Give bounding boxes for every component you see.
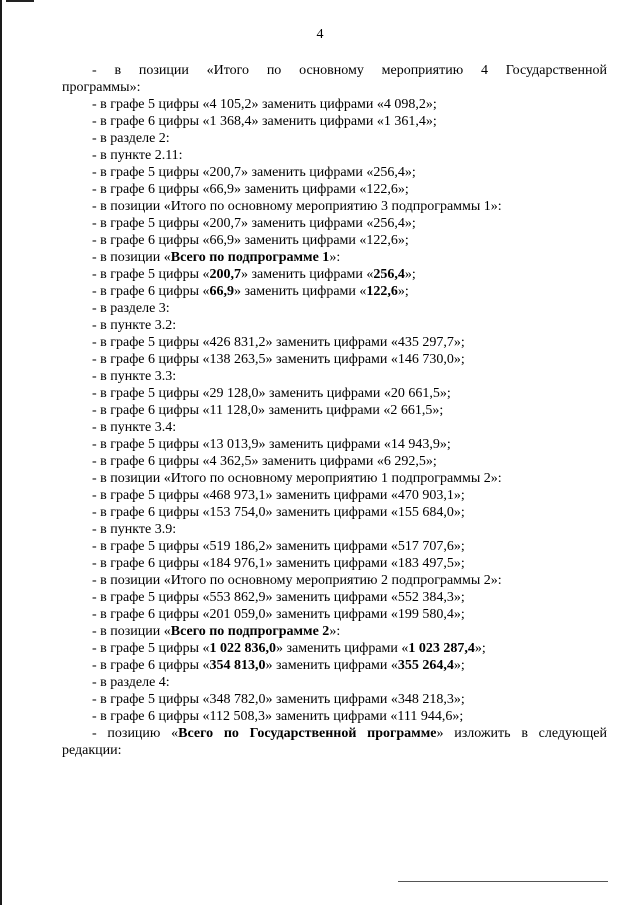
bold-text: 354 813,0 (209, 658, 266, 673)
text-segment: - в графе 6 цифры «66,9» заменить цифрами «122,6»; (92, 182, 409, 197)
text-segment: - в графе 6 цифры «153 754,0» заменить цифрами «155 684,0»; (92, 505, 465, 520)
bold-text: 66,9 (209, 284, 234, 299)
text-segment: - в графе 5 цифры «468 973,1» заменить цифрами «470 903,1»; (92, 488, 465, 503)
text-segment: - в графе 5 цифры «4 105,2» заменить цифрами «4 098,2»; (92, 97, 437, 112)
text-segment: »; (404, 267, 416, 282)
text-segment: - в графе 6 цифры «201 059,0» заменить цифрами «199 580,4»; (92, 607, 465, 622)
text-segment: »; (397, 284, 409, 299)
text-line (62, 198, 607, 215)
text-line (62, 181, 607, 198)
text-line (62, 640, 607, 657)
text-line (62, 419, 607, 436)
text-line (62, 96, 607, 113)
bold-text: 1 022 836,0 (209, 641, 276, 656)
text-line (62, 334, 607, 351)
text-segment: »; (474, 641, 486, 656)
text-segment: » заменить цифрами « (240, 267, 374, 282)
text-segment: - в позиции «Итого по основному мероприятию 2 подпрограммы 2»: (92, 573, 502, 588)
text-line (62, 589, 607, 606)
text-line (62, 300, 607, 317)
text-line (62, 470, 607, 487)
text-segment: - в графе 5 цифры «200,7» заменить цифрами «256,4»; (92, 165, 416, 180)
scan-mark-top (6, 0, 34, 2)
text-line (62, 317, 607, 334)
text-segment: - в позиции « (92, 624, 171, 639)
text-line (62, 436, 607, 453)
text-line (62, 708, 607, 725)
text-line (62, 725, 607, 742)
text-segment: - в графе 5 цифры «13 013,9» заменить цифрами «14 943,9»; (92, 437, 451, 452)
text-segment: »; (453, 658, 465, 673)
bold-text: 1 023 287,4 (408, 641, 475, 656)
text-line (62, 385, 607, 402)
text-line (62, 351, 607, 368)
text-line (62, 164, 607, 181)
text-line (62, 487, 607, 504)
text-segment: - в пункте 3.3: (92, 369, 177, 384)
text-line (62, 402, 607, 419)
text-line (62, 742, 607, 759)
text-segment: - в графе 6 цифры « (92, 658, 210, 673)
text-segment: - в графе 5 цифры «29 128,0» заменить цифрами «20 661,5»; (92, 386, 451, 401)
text-line (62, 79, 607, 96)
text-segment: - в позиции « (92, 250, 171, 265)
text-segment: - в графе 6 цифры «184 976,1» заменить цифрами «183 497,5»; (92, 556, 465, 571)
bold-text: 122,6 (366, 284, 398, 299)
text-segment: - в пункте 2.11: (92, 148, 183, 163)
text-segment: - в позиции «Итого по основному мероприятию 1 подпрограммы 2»: (92, 471, 502, 486)
text-segment: - позицию « (92, 726, 179, 741)
text-segment: - в графе 6 цифры «1 368,4» заменить цифрами «1 361,4»; (92, 114, 437, 129)
text-line (62, 283, 607, 300)
text-line (62, 572, 607, 589)
text-line (62, 538, 607, 555)
text-segment: »: (329, 624, 341, 639)
text-segment: - в пункте 3.9: (92, 522, 177, 537)
text-line (62, 266, 607, 283)
text-segment: - в разделе 4: (92, 675, 170, 690)
text-segment: - в графе 6 цифры «138 263,5» заменить цифрами «146 730,0»; (92, 352, 465, 367)
text-segment: - в позиции «Итого по основному мероприятию 4 Государственной (92, 63, 607, 78)
text-segment: » изложить в следующей (436, 726, 607, 741)
text-segment: - в пункте 3.2: (92, 318, 177, 333)
text-line (62, 215, 607, 232)
text-segment: - в графе 5 цифры «348 782,0» заменить цифрами «348 218,3»; (92, 692, 465, 707)
text-line (62, 113, 607, 130)
text-line (62, 504, 607, 521)
bold-text: 256,4 (373, 267, 405, 282)
text-line (62, 147, 607, 164)
text-segment: - в графе 6 цифры «66,9» заменить цифрами «122,6»; (92, 233, 409, 248)
text-line (62, 62, 607, 79)
text-segment: - в пункте 3.4: (92, 420, 177, 435)
text-segment: - в позиции «Итого по основному мероприятию 3 подпрограммы 1»: (92, 199, 502, 214)
text-segment: - в графе 5 цифры «426 831,2» заменить цифрами «435 297,7»; (92, 335, 465, 350)
page-number: 4 (316, 27, 324, 42)
bold-text: Всего по Государственной программе (178, 726, 437, 741)
text-segment: - в разделе 3: (92, 301, 170, 316)
text-segment: программы»: (62, 80, 141, 95)
text-segment: - в графе 5 цифры «553 862,9» заменить цифрами «552 384,3»; (92, 590, 465, 605)
text-segment: - в графе 6 цифры «11 128,0» заменить цифрами «2 661,5»; (92, 403, 444, 418)
bold-text: Всего по подпрограмме 2 (170, 624, 330, 639)
text-line (62, 606, 607, 623)
text-segment: » заменить цифрами « (265, 658, 398, 673)
text-segment: редакции: (62, 743, 122, 758)
text-line (62, 368, 607, 385)
text-segment: »: (329, 250, 341, 265)
text-line (62, 674, 607, 691)
text-line (62, 691, 607, 708)
text-segment: - в графе 5 цифры «200,7» заменить цифрами «256,4»; (92, 216, 416, 231)
text-line (62, 555, 607, 572)
text-segment: - в графе 6 цифры «4 362,5» заменить цифрами «6 292,5»; (92, 454, 437, 469)
text-line (62, 453, 607, 470)
text-segment: » заменить цифрами « (275, 641, 409, 656)
scan-edge-left (0, 0, 2, 905)
text-segment: - в графе 5 цифры « (92, 267, 210, 282)
text-line (62, 249, 607, 266)
text-segment: - в разделе 2: (92, 131, 170, 146)
text-segment: - в графе 6 цифры « (92, 284, 210, 299)
text-line (62, 623, 607, 640)
document-body (62, 62, 607, 759)
text-line (62, 130, 607, 147)
bold-text: 200,7 (209, 267, 241, 282)
text-segment: - в графе 5 цифры «519 186,2» заменить цифрами «517 707,6»; (92, 539, 465, 554)
text-line (62, 232, 607, 249)
text-segment: - в графе 5 цифры « (92, 641, 210, 656)
bold-text: 355 264,4 (397, 658, 454, 673)
bottom-rule (398, 881, 608, 882)
text-segment: » заменить цифрами « (233, 284, 367, 299)
text-segment: - в графе 6 цифры «112 508,3» заменить цифрами «111 944,6»; (92, 709, 464, 724)
text-line (62, 657, 607, 674)
text-line (62, 521, 607, 538)
bold-text: Всего по подпрограмме 1 (170, 250, 330, 265)
